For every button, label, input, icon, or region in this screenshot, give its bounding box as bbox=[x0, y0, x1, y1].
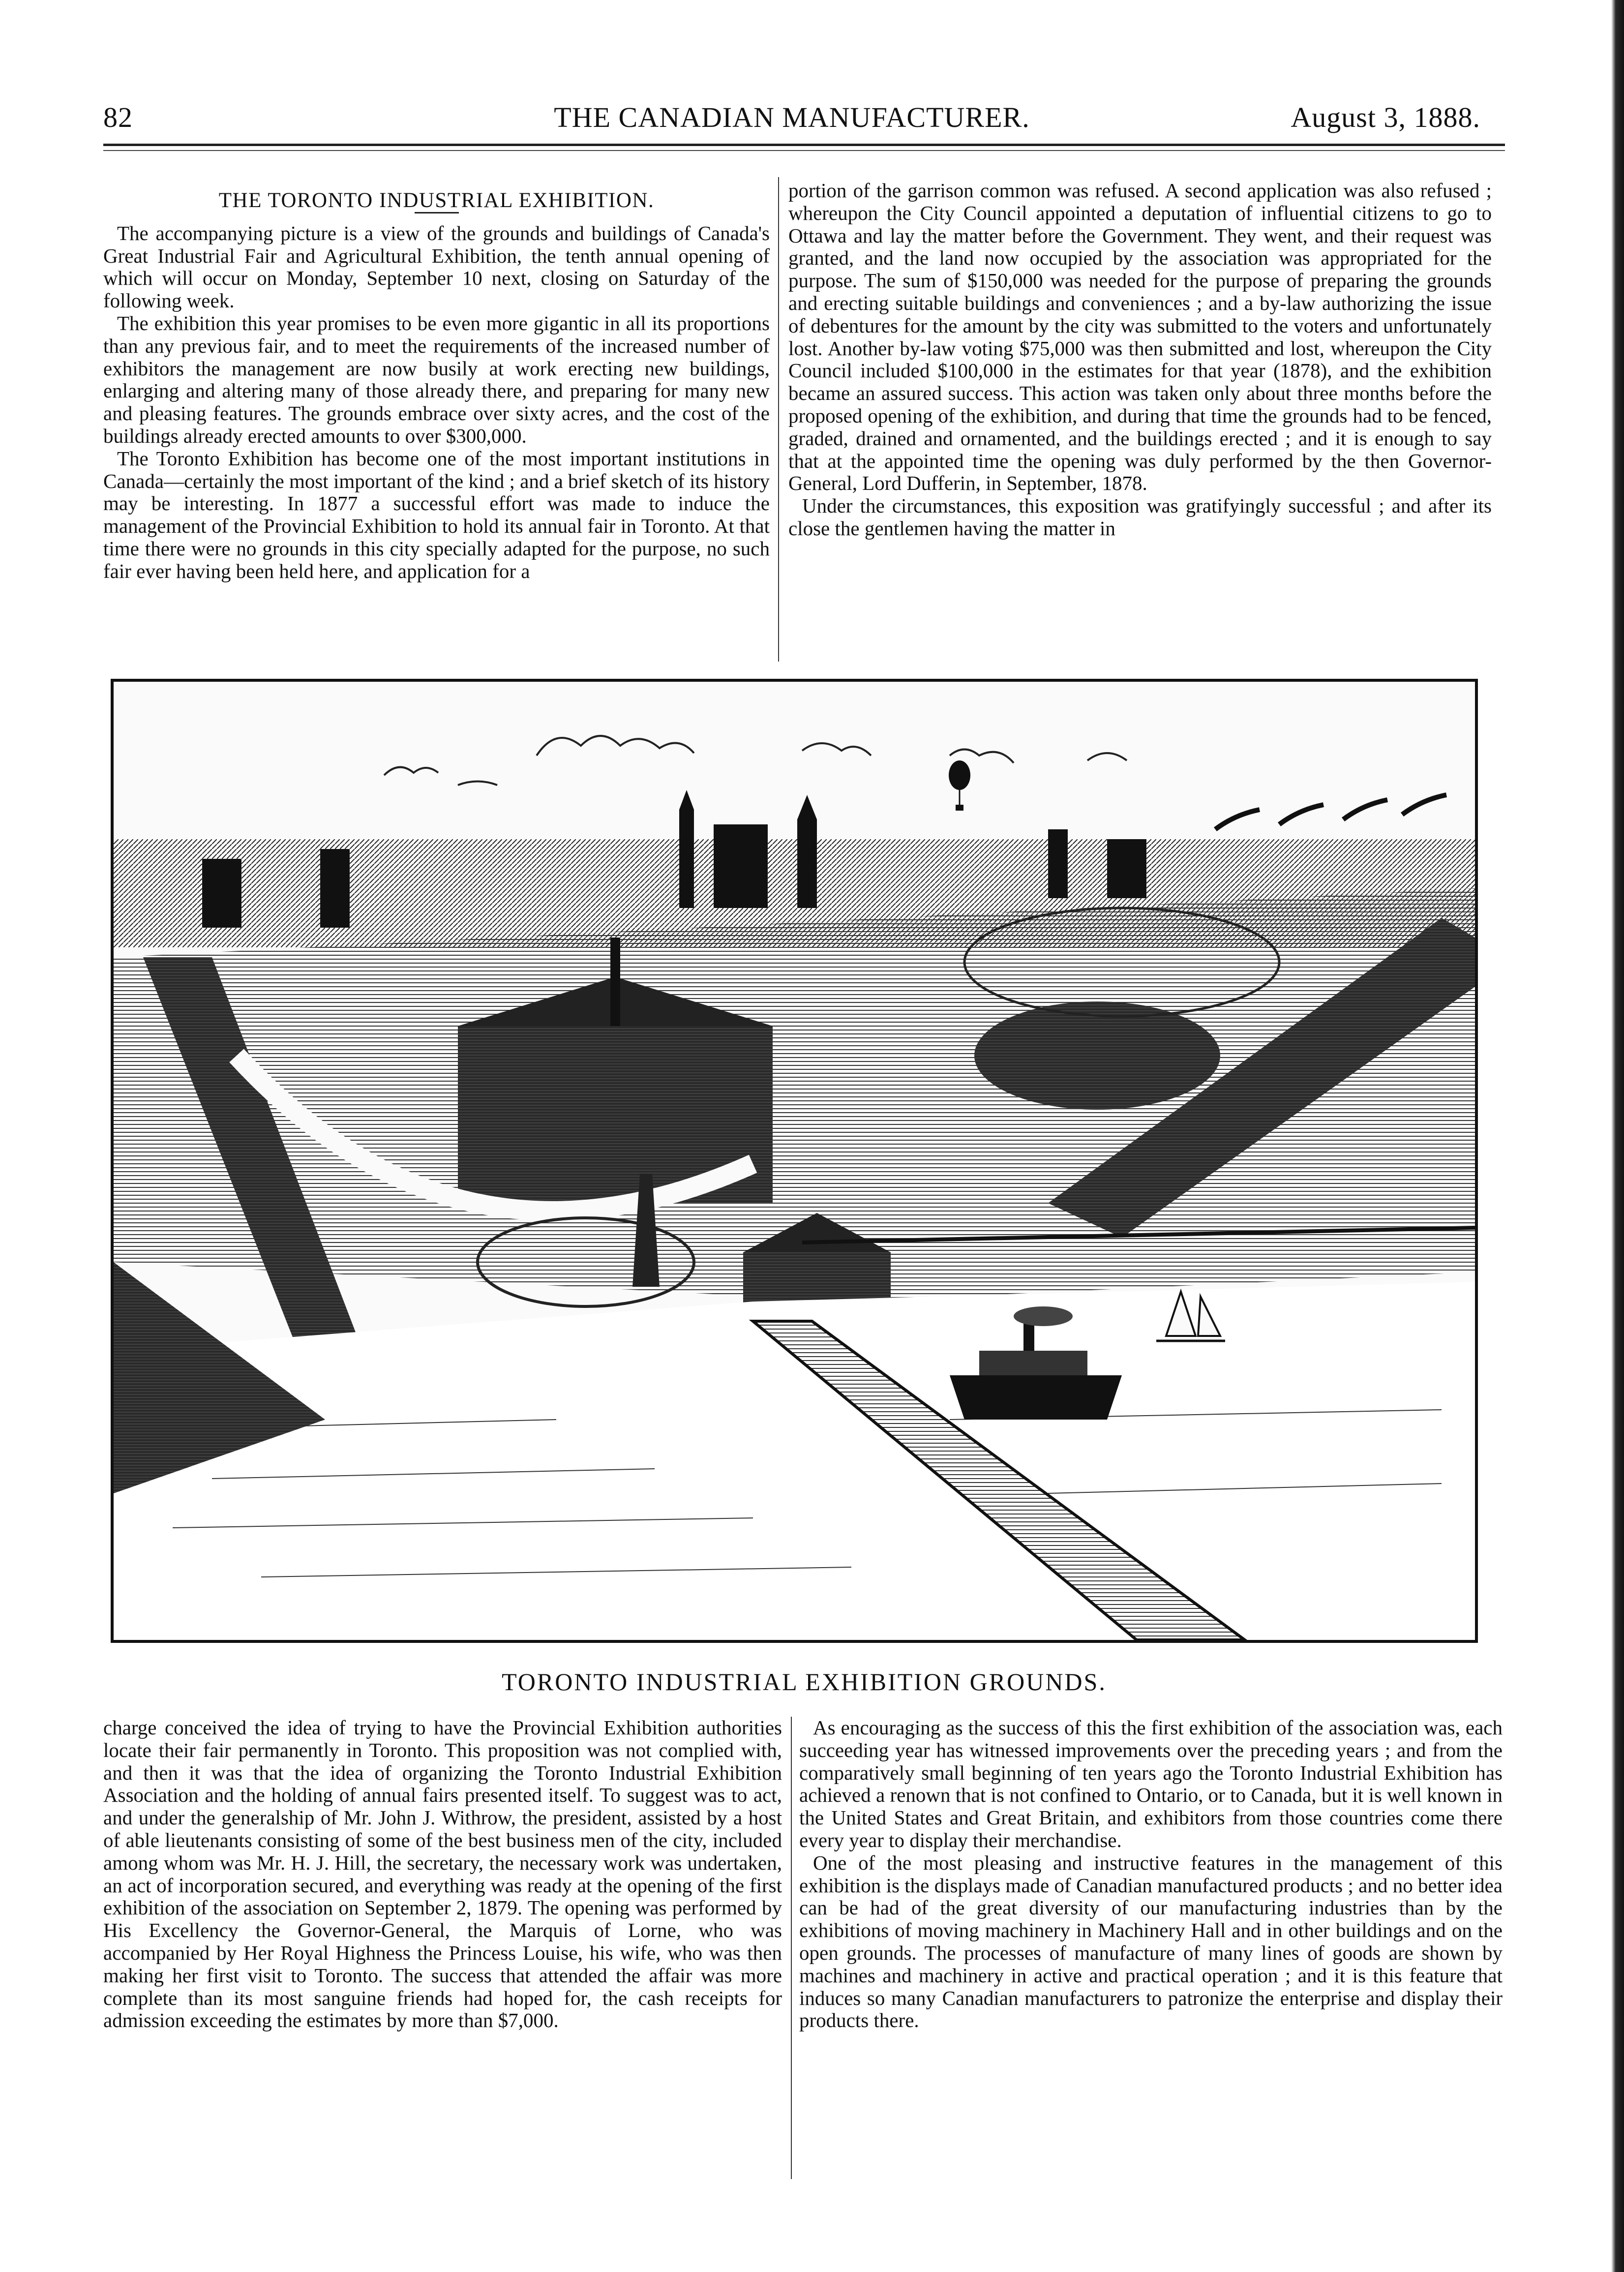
illustration-caption: TORONTO INDUSTRIAL EXHIBITION GROUNDS. bbox=[502, 1668, 1107, 1696]
exhibition-grounds-illustration bbox=[111, 679, 1478, 1643]
paragraph: The Toronto Exhibition has become one of the most important institutions in Canada—certainly the most important of the kind ; and a brief sketch of its history may be interesting. In 1877 a successful effort was made to induce the management of the Provincial Exhibition to hold its annual fair in Toronto. At that time there were no grounds in this city specially adapted for the purpose, no such fair ever having been held here, and application for a bbox=[103, 447, 770, 582]
header-rule-thin bbox=[103, 150, 1505, 151]
column-1 bbox=[103, 189, 770, 583]
paragraph: portion of the garrison common was refused. A second application was also refused ; whereupon the City Council appointed a deputation of influential citizens to go to Ottawa and lay the matter before the Government. They went, and their request was granted, and the land now occupied by the association was appropriated for the purpose. The sum of $150,000 was needed for the purpose of preparing the grounds and erecting suitable buildings and conveniences ; and a by-law authorizing the issue of debentures for the amount by the city was submitted to the voters and unfortunately lost. Another by-law voting $75,000 was then submitted and lost, whereupon the City Council included $100,000 in the estimates for that year (1878), and the exhibition became an assured success. This action was taken only about three months before the proposed opening of the exhibition, and during that time the grounds had to be fenced, graded, drained and ornamented, and the buildings erected ; and it is enough to say that at the appointed time the opening was duly performed by the then Governor-General, Lord Dufferin, in September, 1878. bbox=[788, 179, 1492, 495]
paragraph: charge conceived the idea of trying to have the Provincial Exhibition authorities locate their fair permanently in Toronto. This proposition was not complied with, and then it was that the idea of organizing the Toronto Industrial Exhibition Association and the holding of annual fairs presented itself. To suggest was to act, and under the generalship of Mr. John J. Withrow, the president, assisted by a host of able lieutenants consisting of some of the best business men of the city, included among whom was Mr. H. J. Hill, the secretary, the necessary work was undertaken, an act of incorporation secured, and everything was ready at the opening of the first exhibition of the association on September 2, 1879. The opening was performed by His Excellency the Governor-General, the Marquis of Lorne, who was accompanied by Her Royal Highness the Princess Louise, his wife, who was then making her first visit to Toronto. The success that attended the affair was more complete than its most sanguine friends had hoped for, the cash receipts for admission exceeding the estimates by more than $7,000. bbox=[103, 1716, 782, 2032]
journal-title: THE CANADIAN MANUFACTURER. bbox=[554, 101, 1030, 133]
column-4 bbox=[799, 1717, 1503, 2032]
column-2 bbox=[788, 180, 1492, 540]
column-rule bbox=[791, 1717, 792, 2179]
header-rule bbox=[103, 144, 1505, 146]
binding-edge bbox=[1611, 0, 1624, 2272]
paragraph: One of the most pleasing and instructive features in the management of this exhibition is the displays made of Canadian manufactured products ; and no better idea can be had of the great diversity of our manufacturing industries than by the exhibitions of moving machinery in Machinery Hall and in other buildings and on the open grounds. The processes of manufacture of many lines of goods are shown by machines and machinery in active and practical operation ; and it is this feature that induces so many Canadian manufacturers to patronize the enterprise and display their products there. bbox=[799, 1851, 1503, 2032]
paragraph: The accompanying picture is a view of the grounds and buildings of Canada's Great Industrial Fair and Agricultural Exhibition, the tenth annual opening of which will occur on Monday, September 10 next, closing on Saturday of the following week. bbox=[103, 221, 770, 312]
page-number: 82 bbox=[103, 101, 133, 133]
engraving-drawing bbox=[114, 682, 1475, 1640]
issue-date: August 3, 1888. bbox=[1291, 101, 1480, 133]
column-rule bbox=[778, 177, 779, 662]
page-header bbox=[103, 101, 1480, 135]
paragraph: The exhibition this year promises to be even more gigantic in all its proportions than any previous fair, and to meet the requirements of the increased number of exhibitors the management are now busily at work erecting new buildings, enlarging and altering many of those already there, and preparing for many new and pleasing features. The grounds embrace over sixty acres, and the cost of the buildings already erected amounts to over $300,000. bbox=[103, 311, 770, 447]
title-rule bbox=[415, 212, 459, 213]
paragraph: Under the circumstances, this exposition was gratifyingly successful ; and after its close the gentlemen having the matter in bbox=[788, 494, 1492, 540]
paragraph: As encouraging as the success of this the first exhibition of the association was, each succeeding year has witnessed improvements over the preceding years ; and from the comparatively small beginning of ten years ago the Toronto Industrial Exhibition has achieved a renown that is not confined to Ontario, or to Canada, but it is well known in the United States and Great Britain, and exhibitors from those countries come there every year to display their merchandise. bbox=[799, 1716, 1503, 1851]
column-3 bbox=[103, 1717, 782, 2032]
article-title: THE TORONTO INDUSTRIAL EXHIBITION. bbox=[218, 189, 655, 212]
